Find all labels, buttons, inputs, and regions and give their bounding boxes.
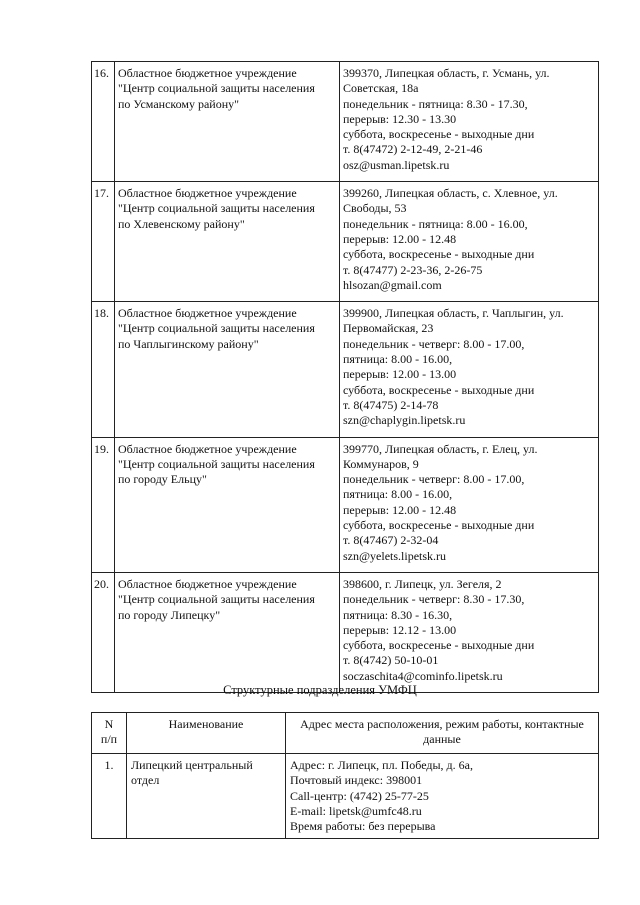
organization-name [115, 437, 340, 572]
address-line: понедельник - четверг: 8.00 - 17.00, [343, 472, 525, 487]
organization-name-line: по Чаплыгинскому району" [118, 336, 259, 351]
address-line: 399770, Липецкая область, г. Елец, ул. [343, 441, 538, 456]
address-line: суббота, воскресенье - выходные дни [343, 247, 535, 262]
address-line: пятница: 8.00 - 16.00, [343, 352, 453, 367]
address-line: Адрес: г. Липецк, пл. Победы, д. 6а, [290, 758, 473, 772]
address-line: пятница: 8.30 - 16.30, [343, 607, 453, 622]
address-line: т. 8(47467) 2-32-04 [343, 533, 439, 548]
table-row [92, 302, 599, 437]
row-number: 19. [92, 437, 115, 572]
address-line: Время работы: без перерыва [290, 819, 436, 834]
table-row [92, 182, 599, 302]
header-address-line: Адрес места расположения, режим работы, контактные [300, 717, 584, 731]
address-contacts [340, 437, 599, 572]
header-num [92, 713, 127, 754]
address-line: перерыв: 12.12 - 13.00 [343, 622, 457, 637]
department-name-line: отдел [131, 773, 160, 788]
organization-name-line: Областное бюджетное учреждение [118, 66, 297, 80]
address-line: суббота, воскресенье - выходные дни [343, 518, 535, 533]
address-line: hlsozan@gmail.com [343, 277, 442, 292]
address-line: т. 8(4742) 50-10-01 [343, 653, 439, 668]
organization-name-line: "Центр социальной защиты населения [118, 321, 315, 336]
table-row [92, 62, 599, 182]
header-address-line: данные [423, 732, 461, 747]
address-line: перерыв: 12.00 - 12.48 [343, 502, 457, 517]
row-number: 20. [92, 572, 115, 692]
row-number: 17. [92, 182, 115, 302]
address-contacts [340, 302, 599, 437]
address-line: Call-центр: (4742) 25-77-25 [290, 788, 429, 803]
address-contacts [340, 62, 599, 182]
header-name: Наименование [127, 713, 286, 754]
header-address [286, 713, 599, 754]
address-line: суббота, воскресенье - выходные дни [343, 638, 535, 653]
organization-name [115, 572, 340, 692]
address-line: soczaschita4@cominfo.lipetsk.ru [343, 668, 503, 683]
umfc-table [91, 712, 599, 839]
address-line: Советская, 18а [343, 81, 419, 96]
organization-name-line: Областное бюджетное учреждение [118, 441, 297, 456]
organization-name [115, 62, 340, 182]
address-line: szn@chaplygin.lipetsk.ru [343, 413, 466, 428]
address-line: 398600, г. Липецк, ул. Зегеля, 2 [343, 576, 502, 591]
table-row [92, 754, 599, 839]
address-line: E-mail: lipetsk@umfc48.ru [290, 803, 422, 818]
address-line: перерыв: 12.00 - 12.48 [343, 231, 457, 246]
organization-name-line: по Усманскому району" [118, 96, 240, 111]
address-line: Почтовый индекс: 398001 [290, 773, 423, 788]
table-row [92, 437, 599, 572]
address-line: пятница: 8.00 - 16.00, [343, 487, 453, 502]
address-line: т. 8(47475) 2-14-78 [343, 397, 439, 412]
organization-name-line: "Центр социальной защиты населения [118, 81, 315, 96]
address-line: Коммунаров, 9 [343, 456, 419, 471]
organization-name [115, 182, 340, 302]
address-line: суббота, воскресенье - выходные дни [343, 127, 535, 142]
address-line: суббота, воскресенье - выходные дни [343, 382, 535, 397]
address-contacts [340, 182, 599, 302]
umfc-table-header [92, 713, 599, 754]
department-name [127, 754, 286, 839]
organization-name-line: по городу Ельцу" [118, 472, 207, 487]
organization-name-line: Областное бюджетное учреждение [118, 576, 297, 591]
organization-name-line: "Центр социальной защиты населения [118, 456, 315, 471]
organization-name-line: "Центр социальной защиты населения [118, 201, 315, 216]
department-name-line: Липецкий центральный [131, 758, 253, 772]
address-line: 399370, Липецкая область, г. Усмань, ул. [343, 66, 550, 80]
address-line: Первомайская, 23 [343, 321, 434, 336]
organization-name-line: по Хлевенскому району" [118, 216, 245, 231]
organization-name-line: по городу Липецку" [118, 607, 221, 622]
header-num-line: N [104, 717, 114, 731]
address-line: перерыв: 12.30 - 13.30 [343, 111, 457, 126]
organization-name [115, 302, 340, 437]
address-line: т. 8(47477) 2-23-36, 2-26-75 [343, 262, 483, 277]
row-number: 1. [92, 754, 127, 839]
address-line: т. 8(47472) 2-12-49, 2-21-46 [343, 142, 483, 157]
address-contacts [286, 754, 599, 839]
address-line: 399900, Липецкая область, г. Чаплыгин, ул. [343, 306, 564, 321]
header-num-line: п/п [100, 732, 118, 747]
address-line: понедельник - четверг: 8.00 - 17.00, [343, 336, 525, 351]
table-row [92, 572, 599, 692]
organization-name-line: Областное бюджетное учреждение [118, 306, 297, 321]
address-line: 399260, Липецкая область, с. Хлевное, ул. [343, 186, 558, 201]
address-line: Свободы, 53 [343, 201, 407, 216]
organization-name-line: Областное бюджетное учреждение [118, 186, 297, 201]
address-line: osz@usman.lipetsk.ru [343, 157, 450, 172]
address-line: перерыв: 12.00 - 13.00 [343, 367, 457, 382]
address-line: szn@yelets.lipetsk.ru [343, 548, 447, 563]
address-line: понедельник - четверг: 8.30 - 17.30, [343, 592, 525, 607]
address-contacts [340, 572, 599, 692]
organization-name-line: "Центр социальной защиты населения [118, 592, 315, 607]
row-number: 16. [92, 62, 115, 182]
row-number: 18. [92, 302, 115, 437]
social-protection-table [91, 61, 599, 693]
section-title: Структурные подразделения УМФЦ [223, 683, 417, 697]
address-line: понедельник - пятница: 8.30 - 17.30, [343, 96, 528, 111]
address-line: понедельник - пятница: 8.00 - 16.00, [343, 216, 528, 231]
